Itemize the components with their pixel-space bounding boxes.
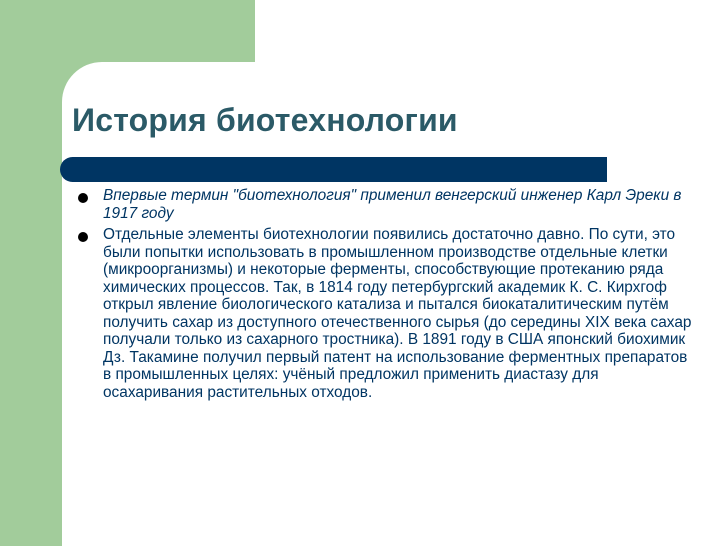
- slide-title: История биотехнологии: [72, 102, 458, 138]
- bullet-dot-icon: [78, 193, 88, 203]
- bullet-text: Впервые термин "биотехнология" применил венгерский инженер Карл Эреки в 1917 году: [103, 187, 682, 222]
- bullet-text: Отдельные элементы биотехнологии появились достаточно давно. По сути, это были попытки использовать в промышленном производстве отдельные клетки (микроорганизмы) и некоторые ферменты, способствующие протеканию ряда химических процессов. Так, в 1814 году петербургский академик К. С. Кирхгоф открыл явление биологического катализа и пытался биокаталитическим путём получить сахар из доступного отечественного сырья (до середины XIX века сахар получали только из сахарного тростника). В 1891 году в США японский биохимик Дз. Такамине получил первый патент на использование ферментных препаратов в промышленных целях: учёный предложил применить диастазу для осахаривания растительных отходов.: [103, 226, 692, 401]
- bullet-list: [78, 187, 698, 405]
- bullet-item: [78, 187, 698, 222]
- bullet-item: [78, 226, 698, 401]
- bullet-dot-icon: [78, 232, 88, 242]
- title-underline-bar: [60, 157, 607, 182]
